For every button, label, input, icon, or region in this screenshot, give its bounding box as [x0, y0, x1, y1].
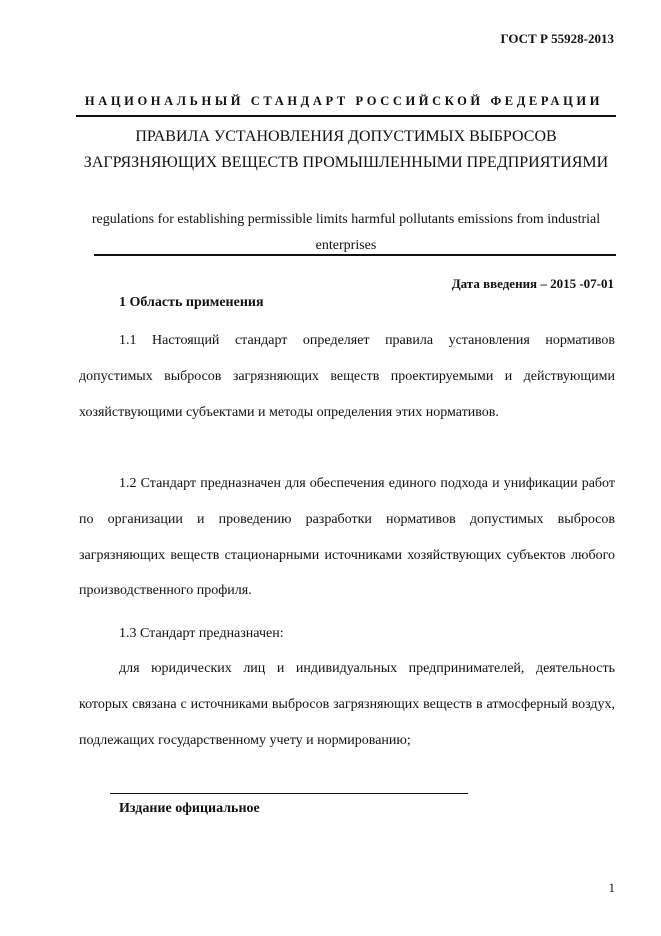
- page-number: 1: [608, 880, 615, 895]
- document-title: ПРАВИЛА УСТАНОВЛЕНИЯ ДОПУСТИМЫХ ВЫБРОСОВ ЗАГРЯЗНЯЮЩИХ ВЕЩЕСТВ ПРОМЫШЛЕННЫМИ ПРЕДПРИЯТИЯМИ: [83, 128, 609, 171]
- official-edition-label: Издание официальное: [119, 801, 260, 816]
- header-divider: [76, 115, 616, 117]
- paragraph-1-1: 1.1 Настоящий стандарт определяет правила установления нормативов допустимых выбросов загрязняющих веществ проектируемыми и действующими хозяйствующими субъектами и методы определения этих нормативов.: [79, 333, 615, 420]
- section-heading: 1 Область применения: [119, 295, 264, 310]
- paragraph-1-3-item: для юридических лиц и индивидуальных предпринимателей, деятельность которых связана с источниками выбросов загрязняющих веществ в атмосферный воздух, подлежащих государственному учету и нормированию;: [79, 661, 615, 748]
- introduction-date: Дата введения – 2015 -07-01: [451, 276, 614, 291]
- document-title-english: regulations for establishing permissible limits harmful pollutants emissions from industrial enterprises: [91, 212, 601, 253]
- paragraph-1-2: 1.2 Стандарт предназначен для обеспечения единого подхода и унификации работ по организации и проведению разработки нормативов допустимых выбросов загрязняющих веществ стационарными источниками хозяйствующих субъектов любого производственного профиля.: [79, 476, 615, 599]
- title-divider: [94, 254, 616, 256]
- paragraph-1-3: 1.3 Стандарт предназначен:: [119, 626, 284, 641]
- footnote-divider: [110, 793, 468, 794]
- national-standard-heading: НАЦИОНАЛЬНЫЙ СТАНДАРТ РОССИЙСКОЙ ФЕДЕРАЦИИ: [84, 94, 604, 108]
- document-code: ГОСТ Р 55928-2013: [500, 31, 614, 46]
